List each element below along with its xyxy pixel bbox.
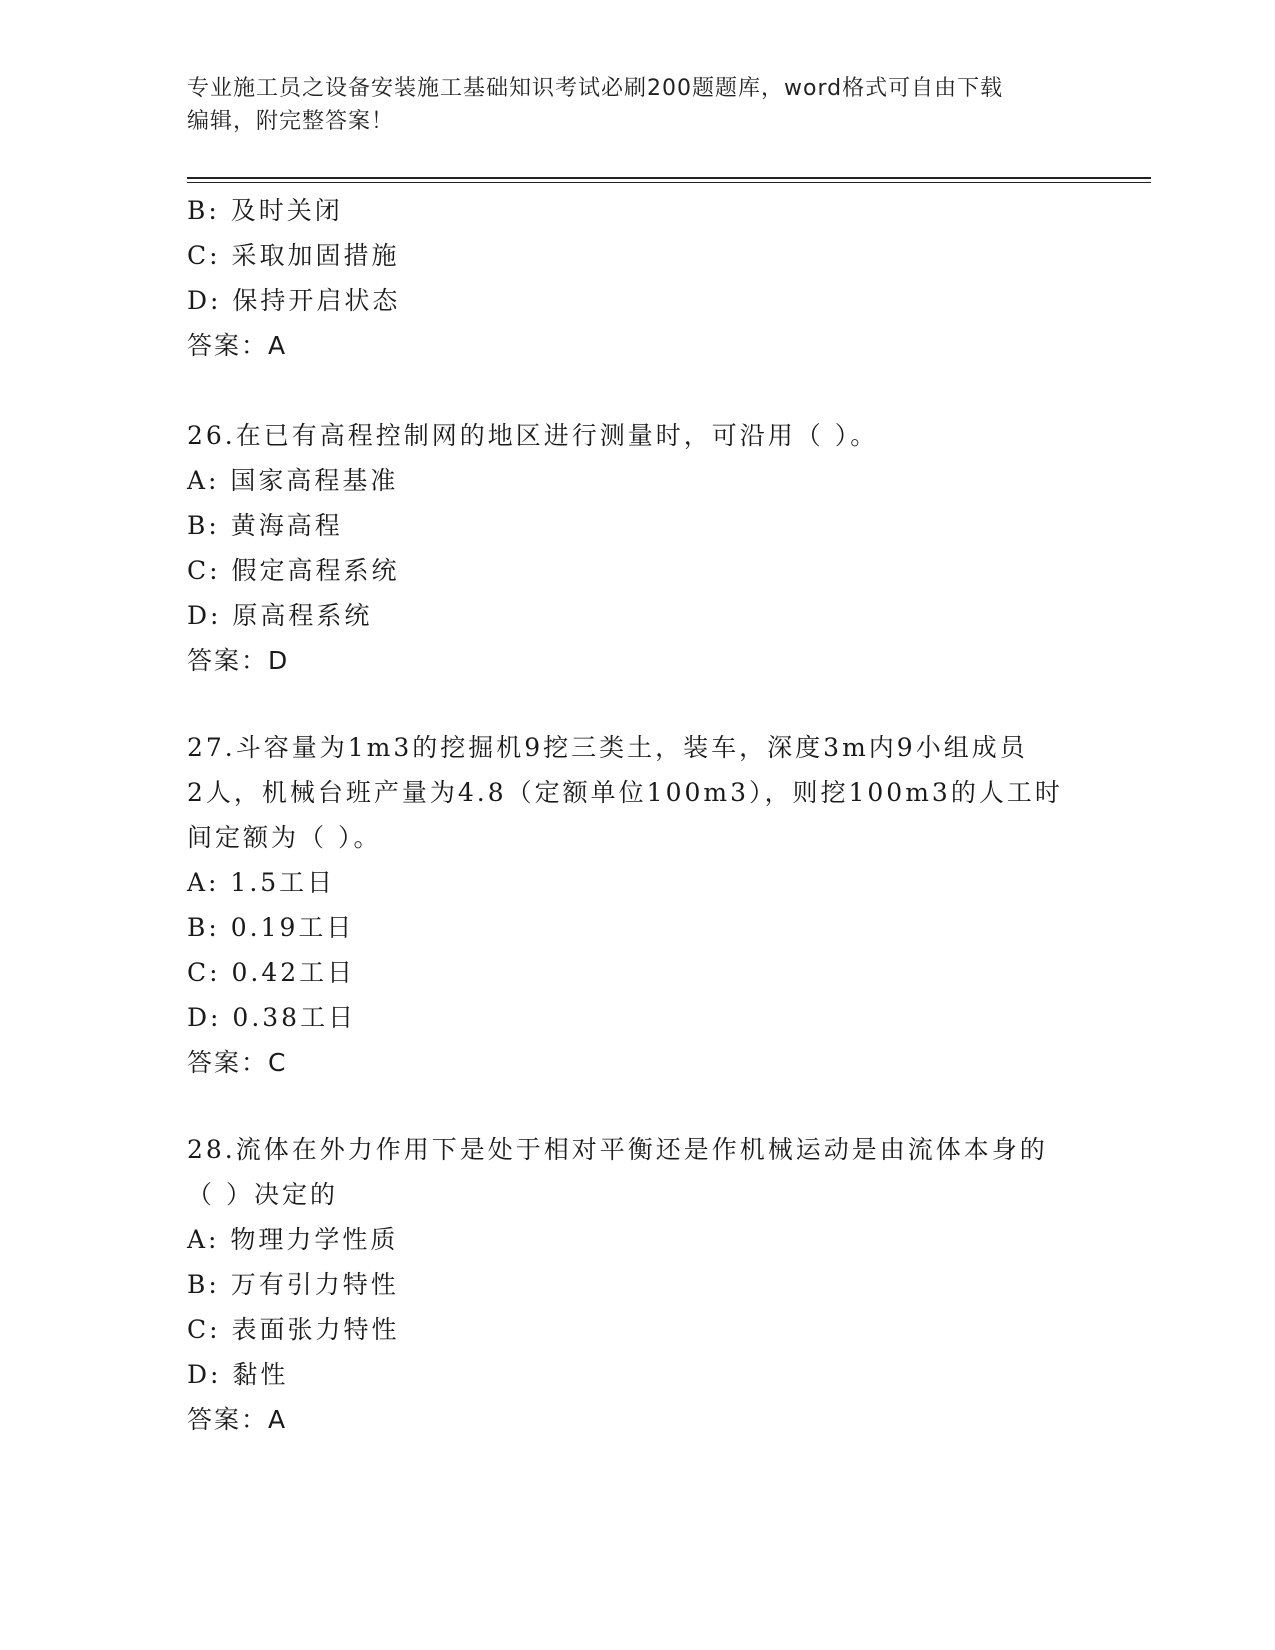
- question-text-line-3: 间定额为（ ）。: [187, 823, 382, 852]
- question-26-block: [187, 413, 1087, 683]
- option-a: A: 国家高程基准: [187, 466, 399, 495]
- header-line-2: 编辑，附完整答案！: [187, 109, 395, 134]
- question-text: 26.在已有高程控制网的地区进行测量时，可沿用（ ）。: [187, 421, 879, 450]
- option-a: A: 物理力学性质: [187, 1225, 399, 1254]
- header-line-1: 专业施工员之设备安装施工基础知识考试必刷200题题库，word格式可自由下载: [187, 76, 1004, 101]
- prev-question-block: [187, 188, 1087, 368]
- option-c: C: 假定高程系统: [187, 556, 400, 585]
- question-27-block: [187, 725, 1087, 1085]
- answer-label: 答案：D: [187, 646, 290, 675]
- answer-label: 答案：C: [187, 1048, 288, 1077]
- option-c: C: 表面张力特性: [187, 1315, 400, 1344]
- option-c: C: 0.42工日: [187, 958, 356, 987]
- question-text-line-1: 27.斗容量为1m3的挖掘机9挖三类土，装车，深度3m内9小组成员: [187, 733, 1028, 762]
- document-header: [187, 72, 1067, 138]
- option-d: D: 黏性: [187, 1360, 289, 1389]
- question-text-line-2: （ ）决定的: [187, 1180, 338, 1209]
- question-content: [187, 188, 1087, 1442]
- question-text-line-1: 28.流体在外力作用下是处于相对平衡还是作机械运动是由流体本身的: [187, 1135, 1048, 1164]
- answer-label: 答案：A: [187, 1405, 288, 1434]
- option-b: B: 黄海高程: [187, 511, 343, 540]
- option-b: B: 万有引力特性: [187, 1270, 399, 1299]
- option-b: B: 及时关闭: [187, 196, 343, 225]
- header-divider-thin: [187, 182, 1151, 183]
- answer-label: 答案：A: [187, 331, 288, 360]
- header-divider-thick: [187, 177, 1151, 179]
- option-c: C: 采取加固措施: [187, 241, 400, 270]
- option-d: D: 原高程系统: [187, 601, 373, 630]
- option-d: D: 保持开启状态: [187, 286, 401, 315]
- option-a: A: 1.5工日: [187, 868, 336, 897]
- question-28-block: [187, 1127, 1087, 1442]
- option-d: D: 0.38工日: [187, 1003, 357, 1032]
- option-b: B: 0.19工日: [187, 913, 355, 942]
- question-text-line-2: 2人，机械台班产量为4.8（定额单位100m3），则挖100m3的人工时: [187, 778, 1063, 807]
